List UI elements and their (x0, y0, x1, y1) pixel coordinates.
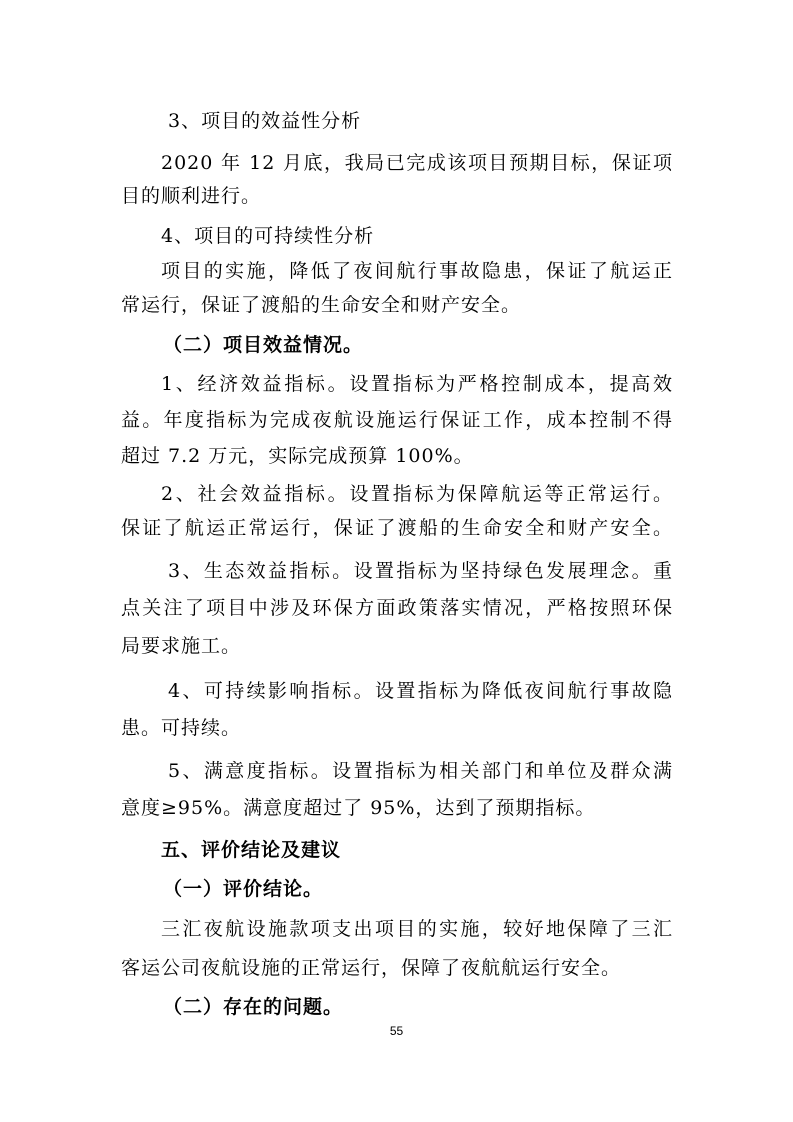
paragraph-line: 常运行，保证了渡船的生命安全和财产安全。 (121, 294, 522, 316)
paragraph-line: 益。年度指标为完成夜航设施运行保证工作，成本控制不得 (121, 409, 673, 431)
paragraph-line: 4、可持续影响指标。设置指标为降低夜间航行事故隐 (168, 680, 673, 702)
paragraph-line: 三汇夜航设施款项支出项目的实施，较好地保障了三汇 (161, 918, 673, 940)
paragraph-line: 3、生态效益指标。设置指标为坚持绿色发展理念。重 (168, 560, 673, 582)
paragraph-line: 目的顺利进行。 (121, 185, 262, 207)
paragraph-line: 患。可持续。 (121, 717, 242, 739)
subsection-heading-problems: （二）存在的问题。 (163, 996, 344, 1018)
subsection-heading-conclusion: （一）评价结论。 (163, 878, 324, 900)
paragraph-line: 2020 年 12 月底，我局已完成该项目预期目标，保证项 (161, 152, 673, 174)
paragraph-line: 超过 7.2 万元，实际完成预算 100%。 (121, 445, 474, 467)
paragraph-line: 意度≥95%。满意度超过了 95%，达到了预期指标。 (121, 797, 596, 819)
paragraph-line: 5、满意度指标。设置指标为相关部门和单位及群众满 (168, 760, 673, 782)
page-number: 55 (389, 1024, 404, 1038)
paragraph-line: 客运公司夜航设施的正常运行，保障了夜航航运行安全。 (121, 957, 622, 979)
section-heading-sustainability-analysis: 4、项目的可持续性分析 (161, 225, 375, 247)
paragraph-line: 2、社会效益指标。设置指标为保障航运等正常运行。 (161, 483, 673, 505)
chapter-heading-conclusions: 五、评价结论及建议 (161, 839, 342, 861)
paragraph-line: 1、经济效益指标。设置指标为严格控制成本，提高效 (161, 373, 673, 395)
section-heading-benefit-analysis: 3、项目的效益性分析 (168, 110, 362, 132)
subsection-heading-project-benefits: （二）项目效益情况。 (163, 334, 364, 356)
paragraph-line: 点关注了项目中涉及环保方面政策落实情况，严格按照环保 (121, 597, 673, 619)
paragraph-line: 项目的实施，降低了夜间航行事故隐患，保证了航运正 (161, 260, 673, 282)
paragraph-line: 局要求施工。 (121, 635, 242, 657)
paragraph-line: 保证了航运正常运行，保证了渡船的生命安全和财产安全。 (121, 517, 673, 539)
